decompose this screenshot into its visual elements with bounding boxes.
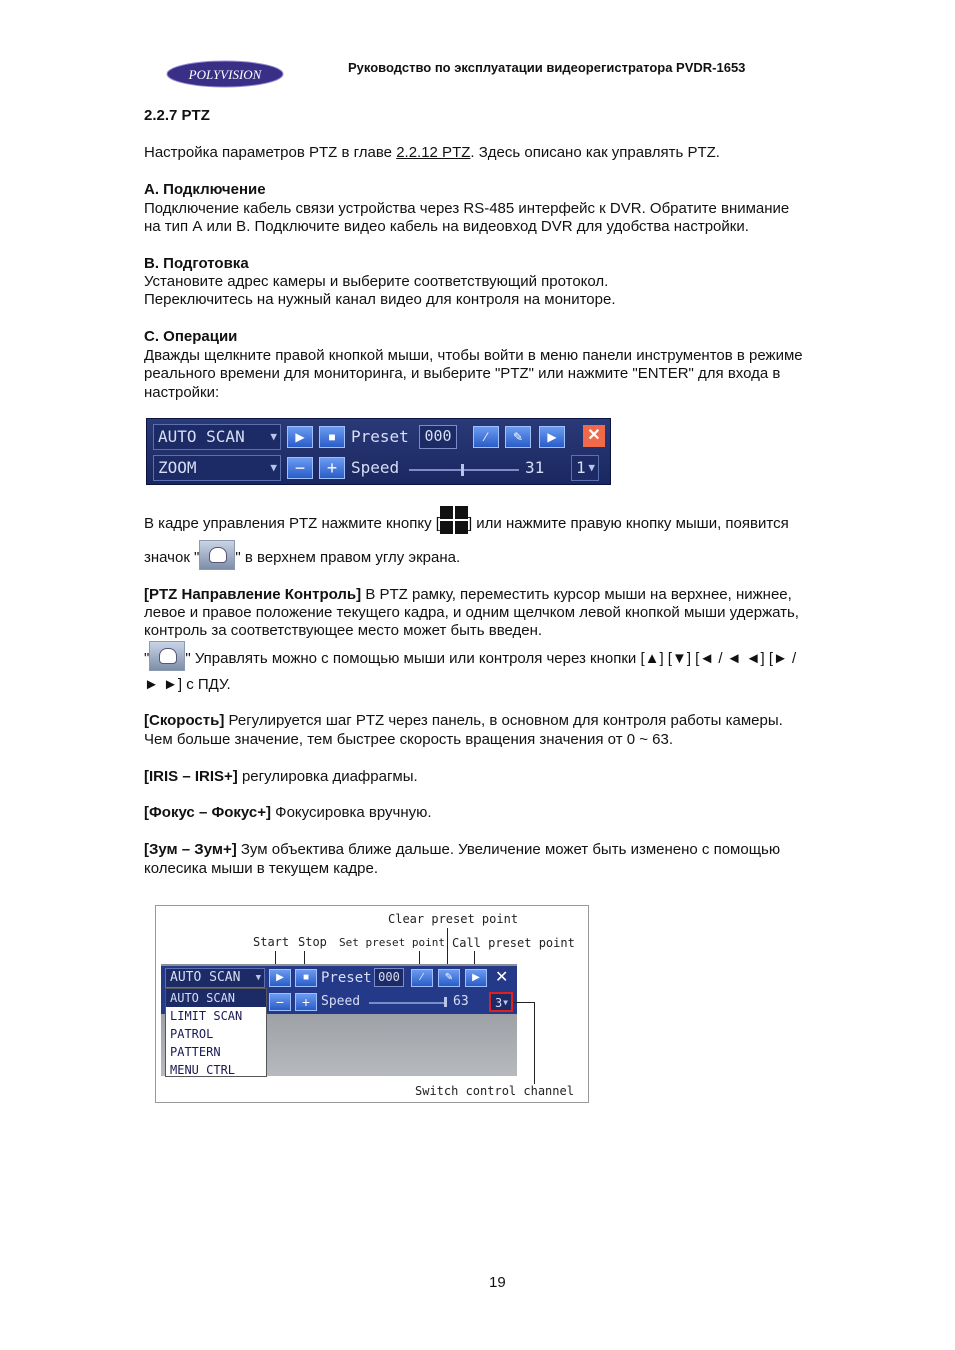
text-fragment: Зум объектива ближе дальше. Увеличение может быть изменено с помощью	[236, 841, 781, 858]
stop-button[interactable]: ■	[295, 969, 317, 987]
leader-line	[514, 1002, 534, 1003]
part-c-line1: Дважды щелкните правой кнопкой мыши, чтобы войти в меню панели инструментов в режиме	[144, 347, 803, 364]
channel-dropdown[interactable]	[571, 455, 599, 481]
part-a-line1: Подключение кабель связи устройства через RS-485 интерфейс к DVR. Обратите внимание	[144, 200, 790, 217]
zoom-title: [Зум – Зум+]	[144, 841, 237, 858]
ptz-frame-line1	[144, 506, 789, 538]
menu-item-auto-scan[interactable]: AUTO SCAN	[166, 989, 266, 1007]
start-button[interactable]: ▶	[269, 969, 291, 987]
speed-label: Speed	[351, 458, 400, 477]
intro-text: Настройка параметров PTZ в главе	[144, 144, 397, 161]
set-preset-button[interactable]: ⁄	[473, 426, 499, 448]
text-fragment: ] или нажмите правую кнопку мыши, появится	[467, 515, 789, 532]
part-c-line3: настройки:	[144, 384, 220, 401]
chevron-down-icon: ▼	[270, 461, 277, 474]
text-fragment: В PTZ рамку, переместить курсор мыши на верхнее, нижнее,	[361, 586, 792, 603]
section-heading: 2.2.7 PTZ	[144, 107, 210, 124]
channel-value: 3	[495, 996, 503, 1010]
speed-value: 31	[525, 458, 545, 477]
leader-line	[534, 1002, 535, 1084]
zoom-line1	[144, 840, 780, 859]
logo-text: POLYVISION	[188, 67, 262, 82]
stop-button[interactable]: ■	[319, 426, 345, 448]
focus-title: [Фокус – Фокус+]	[144, 804, 271, 821]
annotation-call-preset: Call preset point	[452, 936, 575, 950]
speed-slider-knob[interactable]	[444, 997, 447, 1007]
scan-mode-menu	[165, 988, 267, 1077]
annotation-stop: Stop	[298, 935, 327, 949]
start-button[interactable]: ▶	[287, 426, 313, 448]
zoom-mode-value: ZOOM	[158, 458, 197, 477]
intro-text-end: . Здесь описано как управлять PTZ.	[470, 144, 720, 161]
plus-button[interactable]: +	[319, 457, 345, 479]
direction-line3: контроль за соответствующее место может быть введен.	[144, 622, 543, 639]
preset-label: Preset	[351, 427, 409, 446]
zoom-mode-dropdown[interactable]	[153, 455, 281, 481]
part-a-title: A. Подключение	[144, 181, 266, 198]
annotation-switch-channel: Switch control channel	[415, 1084, 574, 1098]
scan-mode-dropdown[interactable]	[153, 424, 281, 450]
text-fragment: Регулируется шаг PTZ через панель, в основном для контроля работы камеры.	[224, 712, 783, 729]
text-fragment: Фокусировка вручную.	[271, 804, 432, 821]
speed-slider[interactable]	[409, 469, 519, 471]
annotated-ptz-figure	[155, 905, 589, 1103]
channel-dropdown[interactable]	[489, 992, 513, 1012]
speed-slider-knob[interactable]	[461, 464, 464, 476]
focus-line	[144, 803, 432, 822]
close-icon[interactable]: ✕	[495, 969, 509, 986]
ptz-camera-icon	[199, 540, 235, 570]
menu-item-patrol[interactable]: PATROL	[170, 1027, 214, 1041]
speed-line2: Чем больше значение, тем быстрее скорость вращения значения от 0 ~ 63.	[144, 731, 674, 748]
iris-line	[144, 767, 418, 786]
text-fragment: значок "	[144, 549, 200, 566]
chevron-down-icon: ▼	[588, 461, 595, 474]
chevron-down-icon: ▼	[503, 998, 508, 1007]
direction-line1	[144, 585, 792, 604]
annotation-start: Start	[253, 935, 290, 949]
scan-mode-value: AUTO SCAN	[170, 970, 241, 985]
ptz-frame-line2	[144, 540, 460, 573]
direction-line2: левое и правое положение текущего кадра, и одним щелчком левой кнопкой мыши удержать,	[144, 604, 799, 621]
zoom-line2: колесика мыши в текущем кадре.	[144, 860, 379, 877]
direction-line4	[144, 641, 796, 674]
ptz-camera-icon	[149, 641, 185, 671]
annotation-clear-preset: Clear preset point	[388, 912, 519, 926]
part-b-title: B. Подготовка	[144, 255, 249, 272]
document-header-title: Руководство по эксплуатации видеорегистратора PVDR-1653	[348, 60, 746, 75]
plus-button[interactable]: +	[295, 993, 317, 1011]
menu-item-menu-ctrl[interactable]: MENU CTRL	[170, 1063, 236, 1077]
chevron-down-icon: ▼	[270, 430, 277, 443]
part-b-line1: Установите адрес камеры и выберите соответствующий протокол.	[144, 273, 609, 290]
annotation-set-preset: Set preset point	[339, 936, 445, 949]
part-b-line2: Переключитесь на нужный канал видео для контроля на мониторе.	[144, 291, 616, 308]
text-fragment: регулировка диафрагмы.	[237, 768, 418, 785]
chapter-link[interactable]: 2.2.12 PTZ	[396, 144, 471, 161]
menu-item-pattern[interactable]: PATTERN	[170, 1045, 221, 1059]
chevron-down-icon: ▼	[255, 973, 261, 983]
preset-label: Preset	[321, 970, 372, 986]
part-a-line2: на тип А или В. Подключите видео кабель на видеовход DVR для удобства настройки.	[144, 218, 749, 235]
page-number: 19	[489, 1274, 506, 1291]
section-intro	[144, 143, 720, 162]
preset-input[interactable]: 000	[374, 968, 404, 987]
speed-value: 63	[453, 994, 469, 1009]
minus-button[interactable]: −	[287, 457, 313, 479]
channel-value: 1	[576, 458, 586, 477]
text-fragment: В кадре управления PTZ нажмите кнопку [	[144, 515, 440, 532]
speed-label: Speed	[321, 994, 361, 1009]
preset-input[interactable]: 000	[419, 425, 457, 449]
ptz-toolbar	[146, 418, 611, 485]
quad-view-icon	[440, 506, 468, 534]
part-c-title: C. Операции	[144, 328, 238, 345]
speed-title: [Скорость]	[144, 712, 225, 729]
minus-button[interactable]: −	[269, 993, 291, 1011]
close-icon[interactable]: ✕	[583, 425, 605, 447]
call-preset-button[interactable]: ▶	[539, 426, 565, 448]
brand-logo	[166, 59, 284, 89]
part-c-line2: реального времени для мониторинга, и выберите "PTZ" или нажмите "ENTER" для входа в	[144, 365, 781, 382]
speed-slider[interactable]	[369, 1002, 445, 1004]
set-preset-button[interactable]: ⁄	[411, 969, 433, 987]
call-preset-button[interactable]: ▶	[465, 969, 487, 987]
leader-line	[447, 928, 448, 969]
iris-title: [IRIS – IRIS+]	[144, 768, 238, 785]
scan-mode-value: AUTO SCAN	[158, 427, 245, 446]
text-fragment: " Управлять можно с помощью мыши или контроля через кнопки [▲] [▼] [◄ / ◄ ◄] [► /	[185, 650, 797, 667]
speed-line1	[144, 711, 783, 730]
direction-line5: ► ►] с ПДУ.	[144, 676, 231, 693]
clear-preset-button[interactable]: ✎	[505, 426, 531, 448]
text-fragment: " в верхнем правом углу экрана.	[235, 549, 461, 566]
text-fragment: "	[144, 650, 150, 667]
clear-preset-button[interactable]: ✎	[438, 969, 460, 987]
direction-title: [PTZ Направление Контроль]	[144, 586, 362, 603]
menu-item-limit-scan[interactable]: LIMIT SCAN	[170, 1009, 243, 1023]
scan-mode-dropdown[interactable]	[165, 968, 265, 988]
